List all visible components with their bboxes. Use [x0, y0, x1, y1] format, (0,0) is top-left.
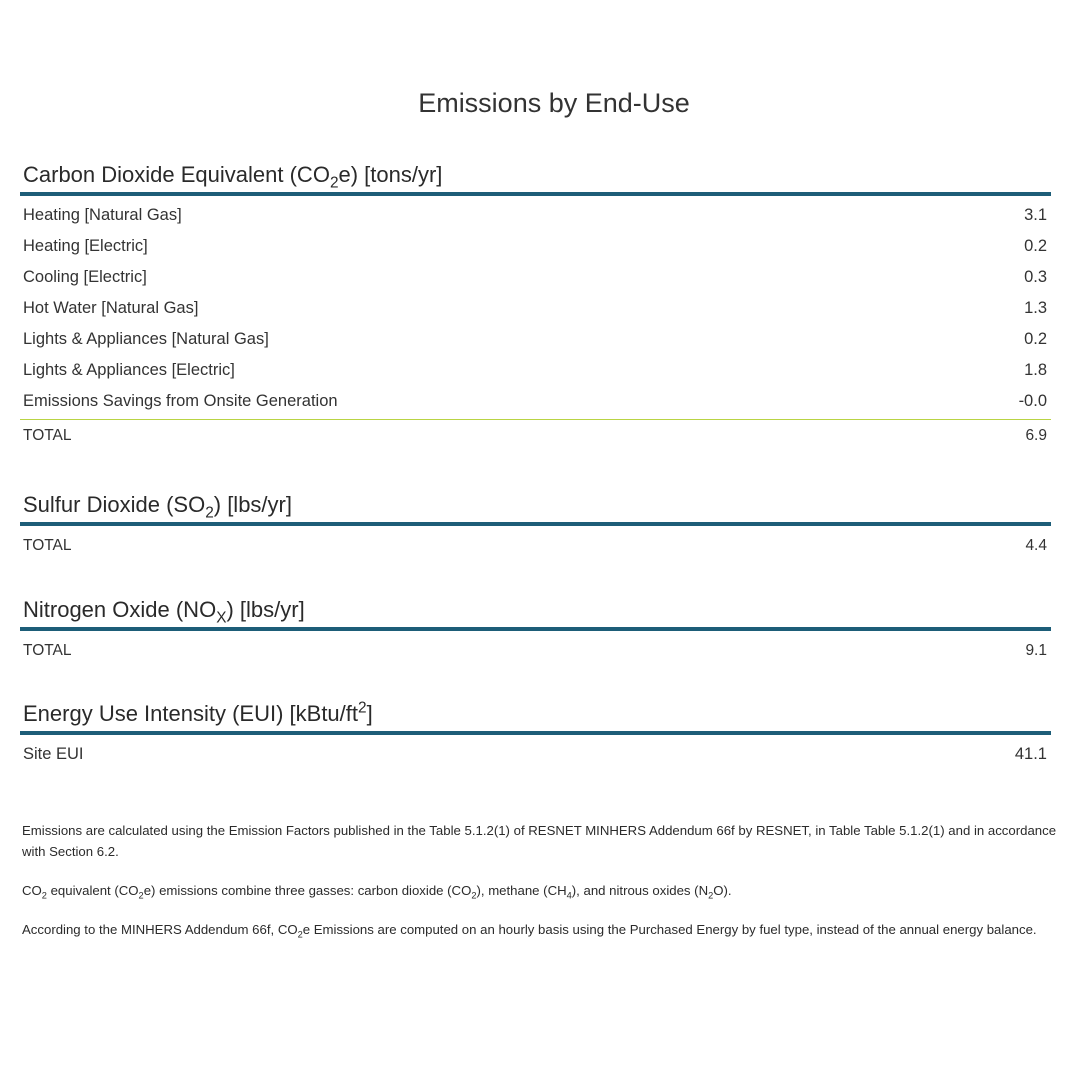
row-label: Cooling [Electric] [23, 268, 147, 286]
row-value: 0.2 [1024, 330, 1047, 348]
total-label: TOTAL [23, 536, 72, 554]
row-value: 0.3 [1024, 268, 1047, 286]
footnote-methodology: Emissions are calculated using the Emission Factors published in the Table 5.1.2(1) of RESNET MINHERS Addendum 66f by RESNET, in Table Table 5.1.2(1) and in accordance with Section 6.2. [22, 823, 1057, 859]
eui-section [20, 697, 1051, 770]
row-value: -0.0 [1018, 392, 1047, 410]
table-row [20, 355, 1051, 386]
row-value: 41.1 [1014, 745, 1047, 763]
row-label: Hot Water [Natural Gas] [23, 299, 199, 317]
table-row [20, 739, 1051, 770]
row-label: Site EUI [23, 745, 84, 763]
total-value: 9.1 [1025, 641, 1047, 659]
table-row [20, 200, 1051, 231]
total-value: 4.4 [1025, 536, 1047, 554]
row-label: Lights & Appliances [Natural Gas] [23, 330, 269, 348]
row-value: 1.8 [1024, 361, 1047, 379]
table-row [20, 324, 1051, 355]
total-row [20, 420, 1051, 451]
nox-section [20, 593, 1051, 666]
so2-section [20, 488, 1051, 561]
total-row [20, 635, 1051, 666]
table-row [20, 386, 1051, 417]
row-value: 1.3 [1024, 299, 1047, 317]
table-row [20, 231, 1051, 262]
so2-heading: Sulfur Dioxide $(SO_2)$ [lbs/yr] [20, 488, 1051, 526]
footnotes [22, 820, 1072, 958]
total-value: 6.9 [1025, 426, 1047, 444]
total-label: TOTAL [23, 426, 72, 444]
row-value: 0.2 [1024, 237, 1047, 255]
co2e-heading: Carbon Dioxide Equivalent $(CO_2e)$ [tons/yr] [20, 158, 1051, 196]
co2e-section [20, 158, 1051, 451]
total-label: TOTAL [23, 641, 72, 659]
table-row [20, 262, 1051, 293]
row-label: Lights & Appliances [Electric] [23, 361, 235, 379]
page-title: Emissions by End-Use [418, 88, 690, 118]
total-row [20, 530, 1051, 561]
row-label: Heating [Natural Gas] [23, 206, 182, 224]
footnote-hourly-basis: According to the MINHERS Addendum 66f, $CO_2e$ Emissions are computed on an hourly basis using the Purchased Energy by fuel type, instead of the annual energy balance. [22, 922, 1037, 940]
row-value: 3.1 [1024, 206, 1047, 224]
eui-heading: Energy Use Intensity (EUI) $[kBtu/ft^2]$ [20, 697, 1051, 735]
row-label: Emissions Savings from Onsite Generation [23, 392, 338, 410]
footnote-co2e-definition: $CO_2$ equivalent $(CO_2e)$ emissions combine three gasses: carbon dioxide $(CO_2)$, methane $(CH_4)$, and nitrous oxides $(N_2O)$. [22, 883, 732, 901]
nox-heading: Nitrogen Oxide $(NO_X)$ [lbs/yr] [20, 593, 1051, 631]
row-label: Heating [Electric] [23, 237, 148, 255]
table-row [20, 293, 1051, 324]
